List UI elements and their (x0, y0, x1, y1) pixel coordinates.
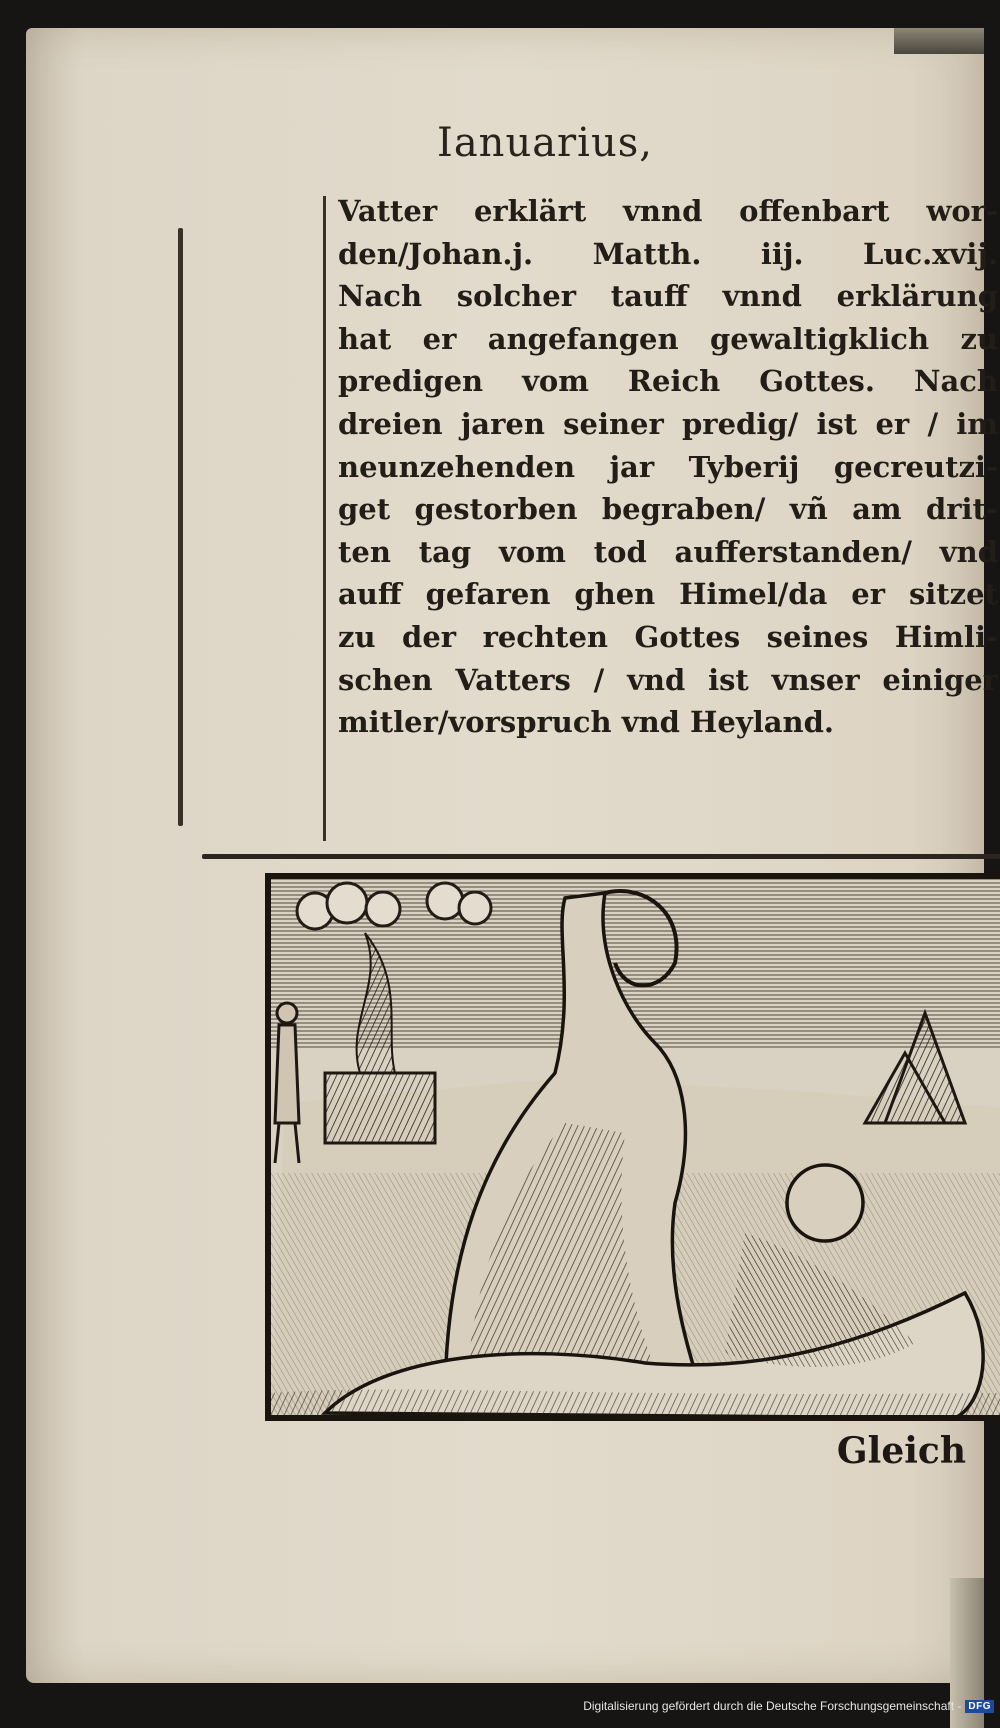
text-line: Vatter erklärt vnnd offenbart wor- (338, 194, 998, 228)
running-head: Ianuarius, (437, 120, 653, 166)
text-line: neunzehenden jar Tyberij gecreutzi- (338, 449, 998, 484)
catchword: Gleich (836, 1430, 966, 1472)
text-line: dreien jaren seiner predig/ ist er / im (338, 406, 998, 441)
text-line: get gestorben begraben/ vñ am drit- (338, 492, 998, 527)
dfg-logo-icon: DFG (965, 1700, 994, 1713)
text-line: hat er angefangen gewaltigklich zu (338, 321, 998, 356)
text-line: ten tag vom tod aufferstanden/ vnd (338, 534, 998, 569)
text-line: zu der rechten Gottes seines Himli- (338, 619, 998, 654)
text-line: auff gefaren ghen Himel/da er sitzet (338, 577, 998, 612)
text-line: den/Johan.j. Matth. iij. Luc.xvij. (338, 236, 998, 271)
margin-rule-outer (178, 228, 183, 826)
text-line: schen Vatters / vnd ist vnser einiger (338, 662, 998, 697)
text-line: predigen vom Reich Gottes. Nach (338, 364, 998, 399)
text-line: Nach solcher tauff vnnd erklärung (338, 279, 998, 314)
book-page (26, 28, 998, 1683)
margin-rule-inner (323, 196, 326, 841)
footer-text: Digitalisierung gefördert durch die Deutsche Forschungsgemeinschaft - (583, 1699, 962, 1713)
section-rule (202, 854, 1000, 859)
woodcut-illustration (265, 873, 1000, 1421)
text-line: mitler/vorspruch vnd Heyland. (338, 705, 834, 740)
text-block (338, 190, 998, 744)
digitization-footer (583, 1695, 994, 1717)
page-corner-shadow (894, 28, 984, 54)
